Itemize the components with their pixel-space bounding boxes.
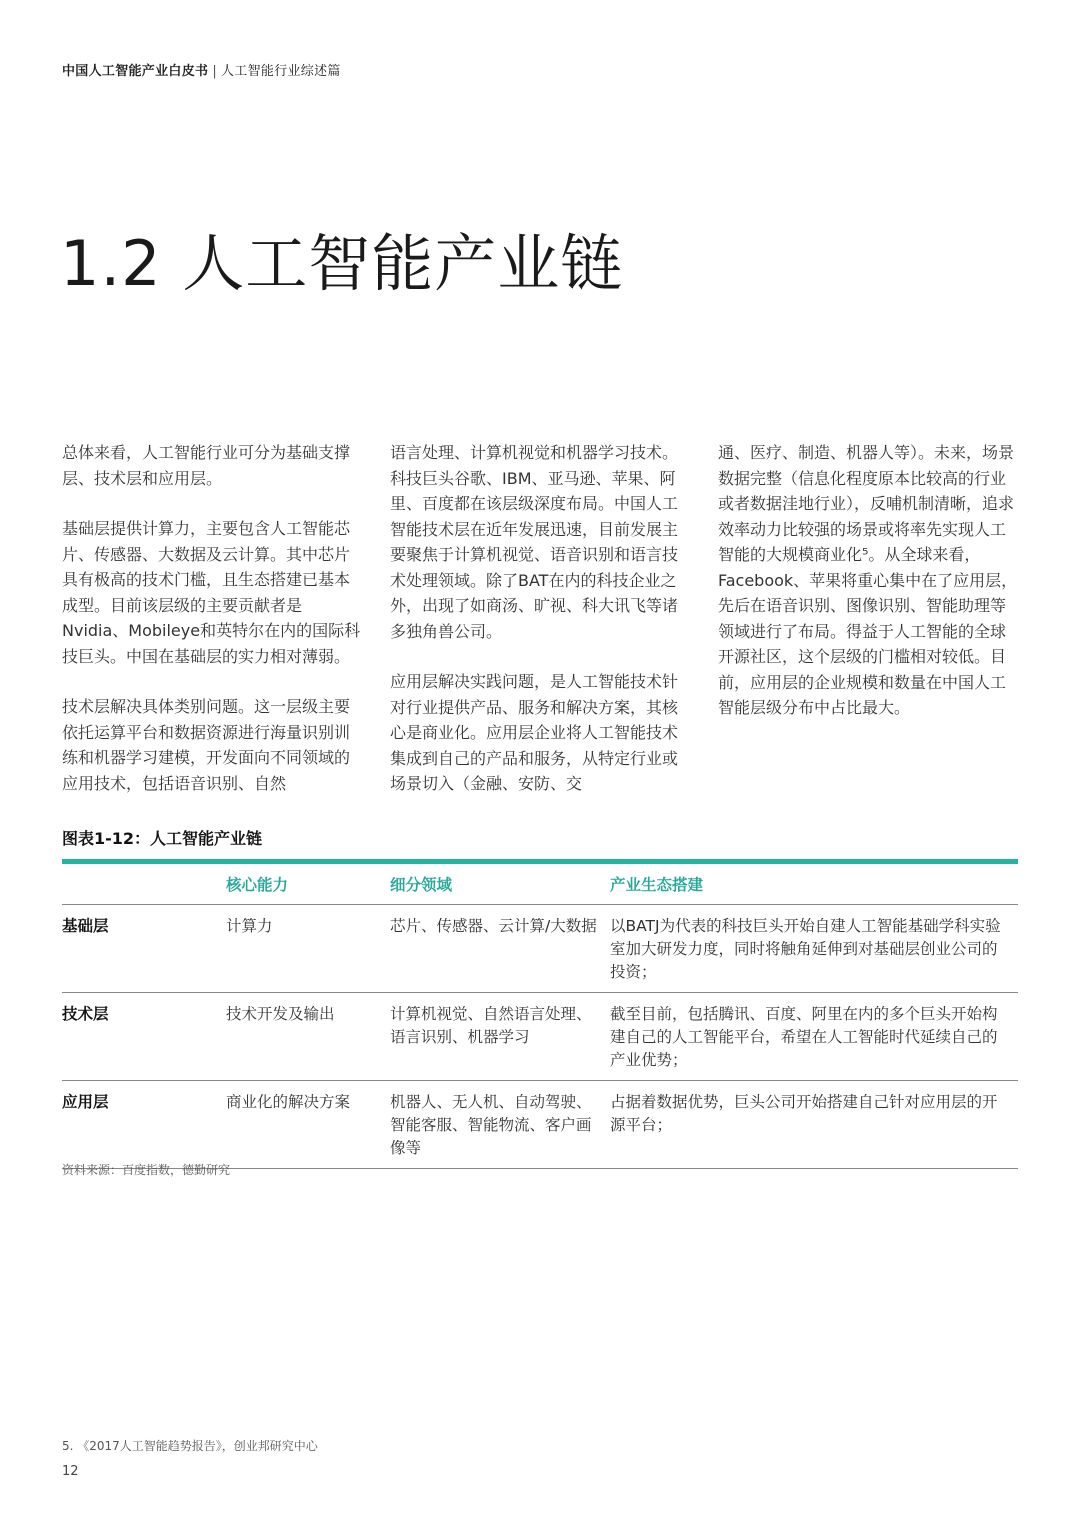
doc-title: 中国人工智能产业白皮书 <box>62 64 209 79</box>
core-capability: 商业化的解决方案 <box>226 1081 390 1169</box>
paragraph: 总体来看，人工智能行业可分为基础支撑层、技术层和应用层。 <box>62 443 351 488</box>
column-header <box>62 866 226 905</box>
figure-source: 资料来源：百度指数，德勤研究 <box>62 1163 231 1177</box>
sub-domain: 芯片、传感器、云计算/大数据 <box>390 905 610 993</box>
column-header: 核心能力 <box>226 866 390 905</box>
running-header <box>62 60 341 79</box>
text-column-1 <box>62 440 362 821</box>
column-header: 细分领域 <box>390 866 610 905</box>
section-name: 人工智能行业综述篇 <box>221 64 341 79</box>
core-capability: 计算力 <box>226 905 390 993</box>
sub-domain: 计算机视觉、自然语言处理、语言识别、机器学习 <box>390 993 610 1081</box>
text-column-3 <box>718 440 1018 746</box>
core-capability: 技术开发及输出 <box>226 993 390 1081</box>
paragraph: 应用层解决实践问题，是人工智能技术针对行业提供产品、服务和解决方案，其核心是商业化。应用层企业将人工智能技术集成到自己的产品和服务，从特定行业或场景切入（金融、安防、交 <box>390 672 679 793</box>
column-header: 产业生态搭建 <box>610 866 1018 905</box>
layer-name: 应用层 <box>62 1081 226 1169</box>
figure-accent-bar <box>62 859 1018 864</box>
layer-name: 基础层 <box>62 905 226 993</box>
header-separator: | <box>212 64 217 79</box>
paragraph: 基础层提供计算力，主要包含人工智能芯片、传感器、大数据及云计算。其中芯片具有极高的技术门槛，且生态搭建已基本成型。目前该层级的主要贡献者是Nvidia、Mobileye和英特尔在内的国际科技巨头。中国在基础层的实力相对薄弱。 <box>62 519 361 666</box>
text-column-2 <box>390 440 690 822</box>
layer-name: 技术层 <box>62 993 226 1081</box>
paragraph: 语言处理、计算机视觉和机器学习技术。科技巨头谷歌、IBM、亚马逊、苹果、阿里、百度都在该层级深度布局。中国人工智能技术层在近年发展迅速，目前发展主要聚焦于计算机视觉、语音识别和语言技术处理领域。除了BAT在内的科技企业之外，出现了如商汤、旷视、科大讯飞等诸多独角兽公司。 <box>390 443 679 641</box>
page-title: 1.2 人工智能产业链 <box>60 227 624 300</box>
paragraph: 通、医疗、制造、机器人等）。未来，场景数据完整（信息化程度原本比较高的行业或者数据洼地行业），反哺机制清晰，追求效率动力比较强的场景或将率先实现人工智能的大规模商业化⁵。从全球来看，Facebook、苹果将重心集中在了应用层，先后在语音识别、图像识别、智能助理等领域进行了布局。得益于人工智能的全球开源社区，这个层级的门槛相对较低。目前，应用层的企业规模和数量在中国人工智能层级分布中占比最大。 <box>718 443 1018 717</box>
ecosystem: 占据着数据优势，巨头公司开始搭建自己针对应用层的开源平台； <box>610 1081 1018 1169</box>
figure-title: 图表1-12：人工智能产业链 <box>62 829 263 848</box>
table-row <box>62 905 1018 993</box>
footnote: 5. 《2017人工智能趋势报告》，创业邦研究中心 <box>62 1439 318 1453</box>
paragraph: 技术层解决具体类别问题。这一层级主要依托运算平台和数据资源进行海量识别训练和机器学习建模，开发面向不同领域的应用技术，包括语音识别、自然 <box>62 697 351 793</box>
industry-chain-table <box>62 866 1018 1169</box>
table-header-row <box>62 866 1018 905</box>
sub-domain: 机器人、无人机、自动驾驶、智能客服、智能物流、客户画像等 <box>390 1081 610 1169</box>
table-row <box>62 1081 1018 1169</box>
page-number: 12 <box>62 1464 79 1479</box>
ecosystem: 以BATJ为代表的科技巨头开始自建人工智能基础学科实验室加大研发力度，同时将触角延伸到对基础层创业公司的投资； <box>610 905 1018 993</box>
ecosystem: 截至目前，包括腾讯、百度、阿里在内的多个巨头开始构建自己的人工智能平台，希望在人工智能时代延续自己的产业优势； <box>610 993 1018 1081</box>
table-row <box>62 993 1018 1081</box>
